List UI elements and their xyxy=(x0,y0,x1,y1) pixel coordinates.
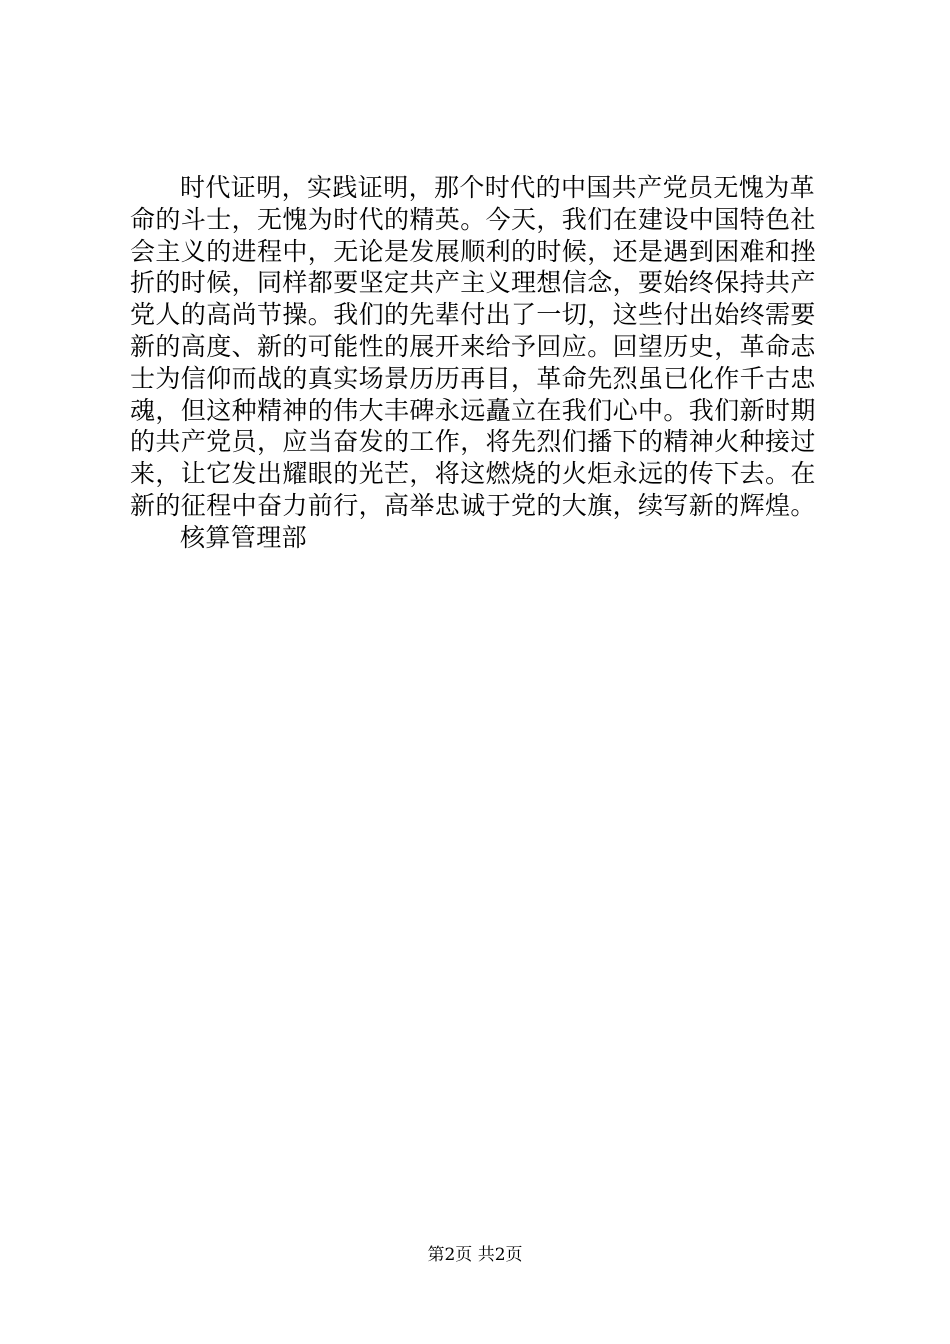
paragraph-line: 折的时候，同样都要坚定共产主义理想信念，要始终保持共产 xyxy=(130,268,816,298)
paragraph-line: 魂，但这种精神的伟大丰碑永远矗立在我们心中。我们新时期 xyxy=(130,395,816,425)
paragraph-line: 时代证明，实践证明，那个时代的中国共产党员无愧为革 xyxy=(180,173,816,202)
paragraph-line: 来，让它发出耀眼的光芒，将这燃烧的火炬永远的传下去。在 xyxy=(130,459,816,489)
signature-line: 核算管理部 xyxy=(180,522,308,552)
paragraph-line: 命的斗士，无愧为时代的精英。今天，我们在建设中国特色社 xyxy=(130,204,816,234)
page-number-footer: 第2页 共2页 xyxy=(427,1245,523,1265)
paragraph-line: 党人的高尚节操。我们的先辈付出了一切，这些付出始终需要 xyxy=(130,300,816,330)
paragraph-line: 新的征程中奋力前行，高举忠诚于党的大旗，续写新的辉煌。 xyxy=(130,490,816,520)
paragraph-line: 新的高度、新的可能性的展开来给予回应。回望历史，革命志 xyxy=(130,331,816,361)
paragraph-line: 士为信仰而战的真实场景历历再目，革命先烈虽已化作千古忠 xyxy=(130,363,816,393)
paragraph-line: 的共产党员，应当奋发的工作，将先烈们播下的精神火种接过 xyxy=(130,427,816,457)
body-paragraph xyxy=(130,172,830,554)
paragraph-line: 会主义的进程中，无论是发展顺利的时候，还是遇到困难和挫 xyxy=(130,236,816,266)
